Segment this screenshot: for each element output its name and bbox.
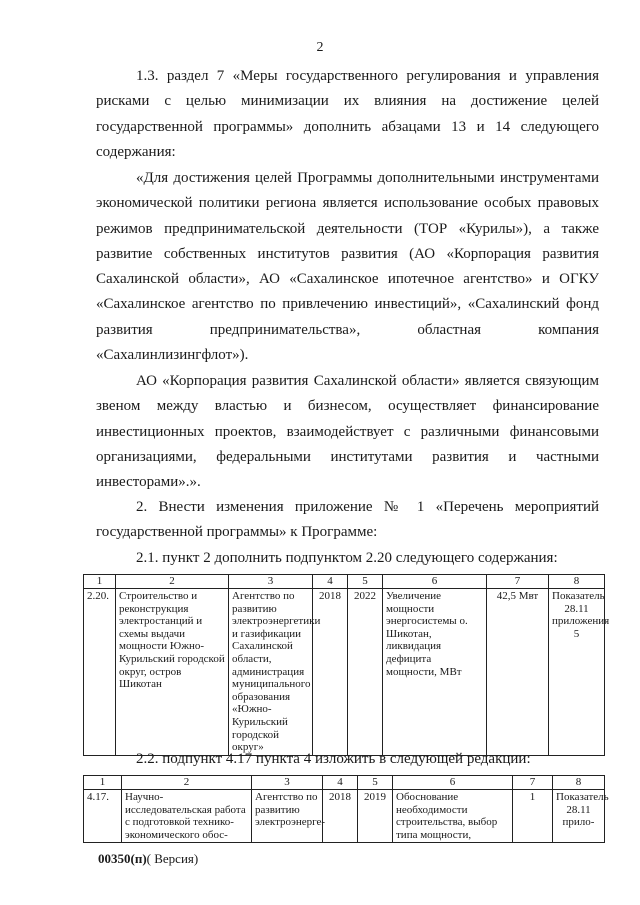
end-year-cell: 2019: [358, 790, 393, 843]
page-number: 2: [316, 40, 324, 55]
text-line: рисками с целью минимизации их влияния на достижение целей: [96, 93, 599, 110]
column-number: 4: [313, 575, 348, 589]
text-line: развитие собственных институтов развития (АО «Корпорация развития: [96, 245, 599, 262]
text-line: «Сахалинлизингфлот»).: [96, 347, 249, 364]
table-header-row: [84, 776, 605, 790]
column-number: 6: [383, 575, 487, 589]
row-number-cell: 4.17.: [84, 790, 122, 843]
text-line: экономической политики региона является использование особых правовых: [96, 195, 599, 212]
column-number: 2: [122, 776, 252, 790]
value-cell: 42,5 Мвт: [487, 589, 549, 756]
text-line: содержания:: [96, 143, 176, 160]
document-version: ( Версия): [146, 851, 199, 866]
text-line: «Сахалинское агентство по привлечению инвестиций», «Сахалинский фонд: [96, 296, 599, 313]
executor-cell: Агентство по развитию электроэнерге-: [252, 790, 323, 843]
paragraph-2-1: [96, 546, 599, 571]
text-line: государственной программы» дополнить абзацами 13 и 14 следующего: [96, 118, 599, 135]
table-2-20: [83, 574, 610, 756]
text-line: 2. Внести изменения приложение № 1 «Перечень мероприятий: [136, 499, 599, 515]
column-number: 6: [393, 776, 513, 790]
document-code: 00350(п): [98, 851, 147, 866]
document-footer: [98, 851, 198, 867]
start-year-cell: 2018: [313, 589, 348, 756]
activity-name-cell: Научно-исследовательская работа с подготовкой технико-экономического обос-: [122, 790, 252, 843]
indicator-cell: Показатель 28.11 прило-: [553, 790, 605, 843]
table-4-17: [83, 775, 609, 843]
value-cell: 1: [513, 790, 553, 843]
paragraph-2: [96, 495, 599, 546]
table-row: [84, 589, 605, 756]
row-number-cell: 2.20.: [84, 589, 116, 756]
text-line: государственной программы» к Программе:: [96, 524, 378, 541]
quote-paragraph-1: [96, 166, 599, 368]
paragraph-1-3: [96, 64, 599, 165]
quote-paragraph-2: [96, 369, 599, 495]
column-number: 3: [252, 776, 323, 790]
result-cell: Увеличение мощности энергосистемы о. Шикотан, ликвидация дефицита мощности, МВт: [383, 589, 487, 756]
column-number: 7: [487, 575, 549, 589]
text-line: организациями, федеральными институтами развития и частными: [96, 448, 599, 465]
text-line: развития предпринимательства», областная компания: [96, 321, 599, 338]
column-number: 3: [229, 575, 313, 589]
column-number: 2: [116, 575, 229, 589]
column-number: 8: [553, 776, 605, 790]
start-year-cell: 2018: [323, 790, 358, 843]
column-number: 7: [513, 776, 553, 790]
indicator-cell: Показатель 28.11 приложения 5: [549, 589, 605, 756]
column-number: 5: [348, 575, 383, 589]
text-line: звеном между властью и бизнесом, осуществляет финансирование: [96, 398, 599, 415]
text-line: режимов предпринимательской деятельности (ТОР «Курилы»), а также: [96, 220, 599, 237]
column-number: 1: [84, 575, 116, 589]
column-number: 4: [323, 776, 358, 790]
activity-name-cell: Строительство и реконструкция электростанций и схемы выдачи мощности Южно-Курильский городской округ, остров Шикотан: [116, 589, 229, 756]
text-line: 2.1. пункт 2 дополнить подпунктом 2.20 следующего содержания:: [136, 550, 558, 566]
column-number: 1: [84, 776, 122, 790]
table-header-row: [84, 575, 605, 589]
text-line: инвесторами».».: [96, 474, 201, 491]
column-number: 8: [549, 575, 605, 589]
table-row: [84, 790, 605, 843]
column-number: 5: [358, 776, 393, 790]
text-line: «Для достижения целей Программы дополнительными инструментами: [136, 170, 599, 186]
text-line: 2.2. подпункт 4.17 пункта 4 изложить в следующей редакции:: [136, 751, 531, 767]
text-line: Сахалинской области», АО «Сахалинское ипотечное агентство» и ОГКУ: [96, 271, 599, 288]
text-line: 1.3. раздел 7 «Меры государственного регулирования и управления: [136, 68, 599, 84]
result-cell: Обоснование необходимости строительства, выбор типа мощности,: [393, 790, 513, 843]
executor-cell: Агентство по развитию электроэнергетики и газификации Сахалинской области, администрация муниципального образования «Южно-Курильский городской округ»: [229, 589, 313, 756]
text-line: инвестиционных проектов, взаимодействует с различными финансовыми: [96, 423, 599, 440]
end-year-cell: 2022: [348, 589, 383, 756]
text-line: АО «Корпорация развития Сахалинской области» является связующим: [136, 373, 599, 389]
paragraph-2-2: [96, 747, 599, 772]
